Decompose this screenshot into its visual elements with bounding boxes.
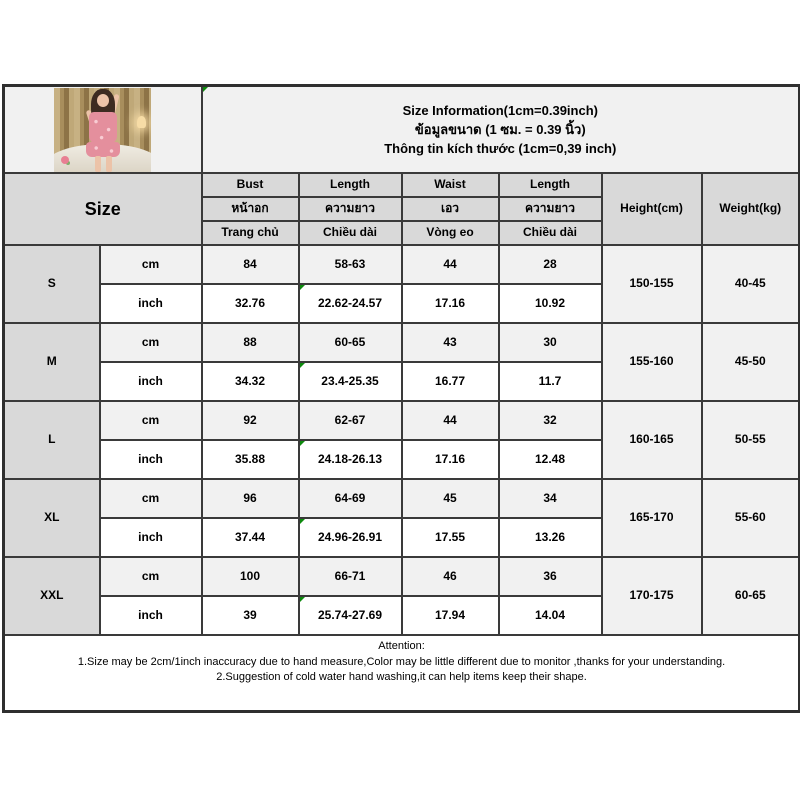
M-length-inch: 23.4-25.35 [299,362,402,401]
M-waist-cm: 43 [402,323,499,362]
S-bust-inch: 32.76 [202,284,299,323]
L-bust-cm: 92 [202,401,299,440]
M-length2-inch: 11.7 [499,362,602,401]
size-information-title-cell [202,86,800,174]
unit-inch: inch [100,596,202,635]
unit-inch: inch [100,518,202,557]
XXL-height: 170-175 [602,557,702,635]
XXL-weight: 60-65 [702,557,800,635]
S-waist-cm: 44 [402,245,499,284]
L-length-cm: 62-67 [299,401,402,440]
M-bust-cm: 88 [202,323,299,362]
title-thai: ข้อมูลขนาด (1 ซม. = 0.39 นิ้ว) [414,122,586,137]
title-vietnamese: Thông tin kích thước (1cm=0,39 inch) [384,141,617,156]
row-L-cm [4,401,800,440]
attention-cell [4,635,800,711]
M-height: 155-160 [602,323,702,401]
XXL-bust-inch: 39 [202,596,299,635]
S-weight: 40-45 [702,245,800,323]
product-photo [54,88,151,172]
title-english: Size Information(1cm=0.39inch) [402,103,598,118]
row-XL-cm [4,479,800,518]
XL-bust-inch: 37.44 [202,518,299,557]
row-XXL-cm [4,557,800,596]
attention-title: Attention: [378,640,425,652]
unit-cm: cm [100,323,202,362]
size-chart-table [2,84,800,713]
XL-height: 165-170 [602,479,702,557]
S-length2-inch: 10.92 [499,284,602,323]
col-header-bust-th: หน้าอก [202,197,299,221]
col-header-waist-en: Waist [402,173,499,197]
col-header-bust-en: Bust [202,173,299,197]
XXL-length-inch: 25.74-27.69 [299,596,402,635]
L-length2-cm: 32 [499,401,602,440]
XXL-bust-cm: 100 [202,557,299,596]
L-waist-inch: 17.16 [402,440,499,479]
unit-inch: inch [100,284,202,323]
unit-cm: cm [100,245,202,284]
L-length-inch: 24.18-26.13 [299,440,402,479]
XL-bust-cm: 96 [202,479,299,518]
pink-camisole [89,112,117,144]
XL-length2-inch: 13.26 [499,518,602,557]
XL-waist-cm: 45 [402,479,499,518]
size-label-L: L [4,401,100,479]
attention-line-2: 2.Suggestion of cold water hand washing,it can help items keep their shape. [216,671,587,683]
unit-cm: cm [100,557,202,596]
col-header-length2-th: ความยาว [499,197,602,221]
S-height: 150-155 [602,245,702,323]
M-length2-cm: 30 [499,323,602,362]
size-label-M: M [4,323,100,401]
col-header-length-en: Length [299,173,402,197]
model-face [97,94,109,107]
S-length-inch: 22.62-24.57 [299,284,402,323]
lamp-glow [137,116,146,128]
M-weight: 45-50 [702,323,800,401]
size-label-S: S [4,245,100,323]
column-header-row-en [4,173,800,197]
S-waist-inch: 17.16 [402,284,499,323]
XL-length-cm: 64-69 [299,479,402,518]
XXL-length2-cm: 36 [499,557,602,596]
unit-cm: cm [100,479,202,518]
col-header-waist-th: เอว [402,197,499,221]
unit-cm: cm [100,401,202,440]
XL-weight: 55-60 [702,479,800,557]
L-weight: 50-55 [702,401,800,479]
size-label-XXL: XXL [4,557,100,635]
M-length-cm: 60-65 [299,323,402,362]
model-leg-right [106,156,112,172]
top-header-row [4,86,800,174]
XL-waist-inch: 17.55 [402,518,499,557]
col-header-height: Height(cm) [602,173,702,245]
attention-line-1: 1.Size may be 2cm/1inch inaccuracy due to hand measure,Color may be little different due to monitor ,thanks for your understanding. [77,655,726,668]
col-header-length2-en: Length [499,173,602,197]
row-S-cm [4,245,800,284]
size-label-XL: XL [4,479,100,557]
XXL-waist-cm: 46 [402,557,499,596]
S-length-cm: 58-63 [299,245,402,284]
L-waist-cm: 44 [402,401,499,440]
unit-inch: inch [100,440,202,479]
XL-length2-cm: 34 [499,479,602,518]
L-bust-inch: 35.88 [202,440,299,479]
S-bust-cm: 84 [202,245,299,284]
col-header-length2-vi: Chiều dài [499,221,602,245]
model-leg-left [95,156,101,172]
col-header-length-vi: Chiều dài [299,221,402,245]
pink-shorts [86,142,120,157]
L-length2-inch: 12.48 [499,440,602,479]
product-image-cell [4,86,202,174]
col-header-weight: Weight(kg) [702,173,800,245]
size-column-header: Size [4,173,202,245]
L-height: 160-165 [602,401,702,479]
M-waist-inch: 16.77 [402,362,499,401]
XXL-length2-inch: 14.04 [499,596,602,635]
col-header-length-th: ความยาว [299,197,402,221]
col-header-bust-vi: Trang chủ [202,221,299,245]
S-length2-cm: 28 [499,245,602,284]
attention-row [4,635,800,711]
M-bust-inch: 34.32 [202,362,299,401]
row-M-cm [4,323,800,362]
XXL-waist-inch: 17.94 [402,596,499,635]
col-header-waist-vi: Vòng eo [402,221,499,245]
unit-inch: inch [100,362,202,401]
XXL-length-cm: 66-71 [299,557,402,596]
XL-length-inch: 24.96-26.91 [299,518,402,557]
